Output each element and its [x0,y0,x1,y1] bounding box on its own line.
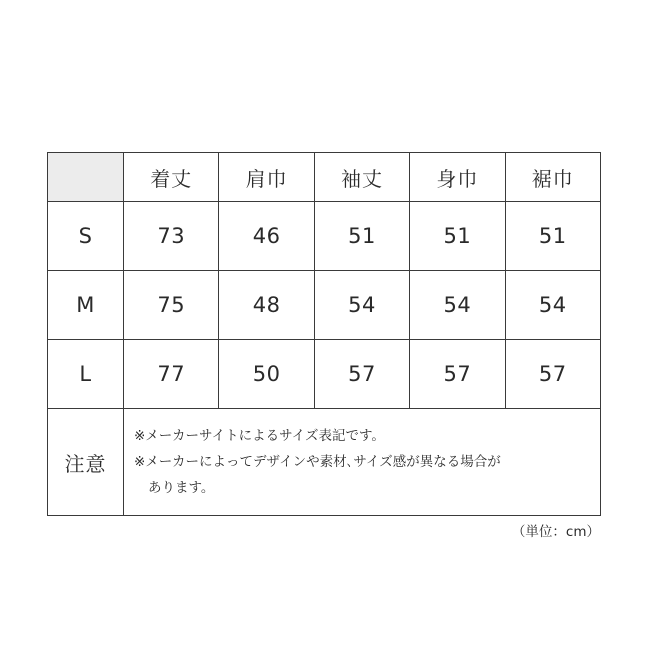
table-cell: 57 [505,340,600,409]
table-cell: 57 [410,340,505,409]
table-row [48,202,601,271]
note-line: ※メーカーによってデザインや素材､サイズ感が異なる場合が [134,454,501,470]
header-shoulder-width: 肩巾 [219,153,314,202]
size-label: M [48,271,124,340]
table-cell: 46 [219,202,314,271]
size-table [47,152,601,516]
header-sleeve-length: 袖丈 [314,153,409,202]
note-label: 注意 [48,409,124,516]
table-cell: 54 [410,271,505,340]
table-cell: 48 [219,271,314,340]
table-cell: 73 [124,202,219,271]
table-cell: 51 [410,202,505,271]
table-cell: 75 [124,271,219,340]
table-cell: 54 [314,271,409,340]
note-row [48,409,601,516]
header-hem-width: 裾巾 [505,153,600,202]
table-cell: 57 [314,340,409,409]
table-row [48,271,601,340]
table-cell: 51 [314,202,409,271]
table-cell: 50 [219,340,314,409]
table-cell: 51 [505,202,600,271]
note-line: ※メーカーサイトによるサイズ表記です。 [134,428,385,444]
unit-label: （単位：cm） [511,524,600,540]
note-cell [124,409,601,516]
header-length: 着丈 [124,153,219,202]
table-cell: 54 [505,271,600,340]
size-label: L [48,340,124,409]
note-line: あります。 [148,480,215,496]
size-label: S [48,202,124,271]
header-body-width: 身巾 [410,153,505,202]
table-row [48,340,601,409]
header-row [48,153,601,202]
corner-cell [48,153,124,202]
table-cell: 77 [124,340,219,409]
